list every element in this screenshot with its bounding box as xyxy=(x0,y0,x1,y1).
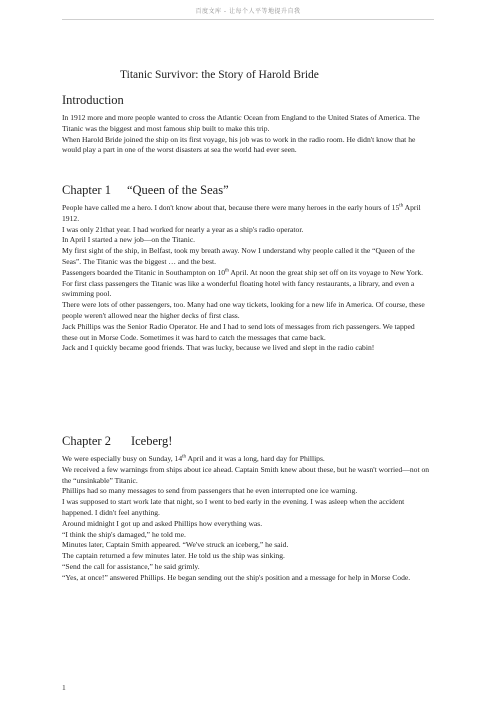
chapter2-number: Chapter 2 xyxy=(62,434,111,448)
chapter2-title: Iceberg! xyxy=(130,434,173,448)
chapter2-paragraph: Phillips had so many messages to send from passengers that he even interrupted one ice warning. xyxy=(62,486,358,496)
intro-paragraph: In 1912 more and more people wanted to cross the Atlantic Ocean from England to the United States of America. The Titanic was the biggest and most famous ship built to make this trip. xyxy=(62,113,420,133)
chapter2-paragraph: We received a few warnings from ships about ice ahead. Captain Smith knew about these, but he wasn't worried—not on the “unsinkable” Titanic. xyxy=(62,464,430,485)
chapter2-heading xyxy=(62,434,172,449)
chapter2-paragraph: “I think the ship's damaged,” he told me. xyxy=(62,529,186,539)
intro-body xyxy=(62,113,430,156)
page-number: 1 xyxy=(62,683,66,692)
chapter1-paragraph: People have called me a hero. I don't know about that, because there were many heroes in the early hours of 15th April 1912. xyxy=(62,203,421,223)
page-header xyxy=(0,0,496,24)
chapter1-paragraph: Jack Phillips was the Senior Radio Operator. He and I had to send lots of messages from rich passengers. We tapped these out in Morse Code. Sometimes it was hard to catch the messages that came back. xyxy=(62,321,415,342)
chapter2-paragraph: I was supposed to start work late that night, so I went to bed early in the evening. I was asleep when the accident happened. I didn't feel anything. xyxy=(62,497,405,517)
chapter1-body xyxy=(62,203,430,354)
chapter1-paragraph: I was only 21that year. I had worked for nearly a year as a ship's radio operator. xyxy=(62,224,304,234)
chapter2-paragraph: The captain returned a few minutes later. He told us the ship was sinking. xyxy=(62,551,285,561)
chapter2-paragraph: “Yes, at once!” answered Phillips. He began sending out the ship's position and a message for help in Morse Code. xyxy=(62,572,411,582)
chapter1-title: “Queen of the Seas” xyxy=(126,183,229,197)
chapter1-paragraph: For first class passengers the Titanic was like a wonderful floating hotel with fancy restaurants, a library, and even a swimming pool. xyxy=(62,278,415,299)
chapter1-number: Chapter 1 xyxy=(62,183,111,197)
chapter2-body xyxy=(62,454,430,584)
chapter2-paragraph: Around midnight I got up and asked Phillips how everything was. xyxy=(62,518,263,528)
header-rule xyxy=(62,19,434,20)
chapter1-heading xyxy=(62,183,229,198)
chapter1-paragraph: In April I started a new job—on the Titanic. xyxy=(62,235,196,245)
chapter1-paragraph: There were lots of other passengers, too. Many had one way tickets, looking for a new life in America. Of course, these people weren't allowed near the higher decks of first class. xyxy=(62,300,425,320)
chapter2-paragraph: We were especially busy on Sunday, 14th April and it was a long, hard day for Phillips. xyxy=(62,454,325,463)
header-banner: 百度文库 - 让每个人平等地提升自我 xyxy=(195,8,301,15)
chapter2-paragraph: “Send the call for assistance,” he said grimly. xyxy=(62,561,200,571)
chapter2-paragraph: Minutes later, Captain Smith appeared. “We've struck an iceberg,” he said. xyxy=(62,540,289,550)
chapter1-paragraph: Jack and I quickly became good friends. That was lucky, because we lived and slept in the radio cabin! xyxy=(62,343,375,353)
document-title: Titanic Survivor: the Story of Harold Bride xyxy=(120,69,319,81)
chapter1-paragraph: Passengers boarded the Titanic in Southampton on 10th April. At noon the great ship set off on its voyage to New York. xyxy=(62,267,424,277)
intro-heading: Introduction xyxy=(62,93,124,107)
intro-paragraph: When Harold Bride joined the ship on its first voyage, his job was to work in the radio room. He didn't know that he would play a part in one of the worst disasters at sea the world had ever seen. xyxy=(62,134,416,155)
chapter1-paragraph: My first sight of the ship, in Belfast, took my breath away. Now I understand why people called it the “Queen of the Seas”. The Titanic was the biggest … and the best. xyxy=(62,246,415,266)
